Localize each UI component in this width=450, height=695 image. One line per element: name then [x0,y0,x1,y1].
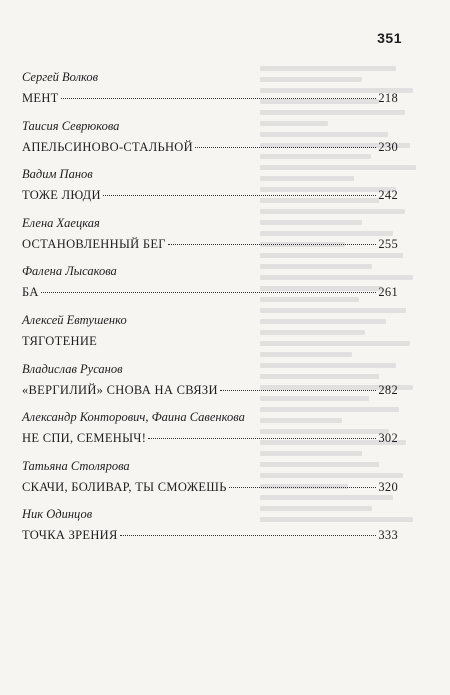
toc-page-number: 242 [378,188,398,203]
toc-entry [22,165,398,214]
toc-entry [22,262,398,311]
page-number: 351 [377,30,402,46]
toc-entry [22,505,398,554]
toc-entry [22,117,398,166]
toc-page-number: 333 [378,528,398,543]
toc-author: Татьяна Столярова [22,458,130,473]
dot-leader [220,390,377,391]
dot-leader [168,244,377,245]
toc-title: ТОЖЕ ЛЮДИ [22,188,101,203]
toc-title-line [22,91,398,106]
dot-leader [103,195,377,196]
toc-page-number: 282 [378,382,398,397]
toc-title: АПЕЛЬСИНОВО-СТАЛЬНОЙ [22,139,193,154]
toc-entry [22,408,398,457]
toc-entry [22,311,398,360]
dot-leader [120,535,377,536]
toc-title: ОСТАНОВЛЕННЫЙ БЕГ [22,236,166,251]
toc-author: Владислав Русанов [22,361,123,376]
toc-author: Сергей Волков [22,70,99,84]
toc-title: ТОЧКА ЗРЕНИЯ [22,528,118,543]
toc-author: Елена Хаецкая [22,215,100,230]
toc-entry [22,457,398,506]
table-of-contents [22,68,398,554]
toc-author: Вадим Панов [22,167,93,182]
toc-entry [22,360,398,409]
toc-title-line [22,528,398,543]
toc-page-number: 261 [378,285,398,300]
toc-entry [22,68,398,117]
toc-page-number: 320 [378,479,398,494]
toc-page-number: 230 [378,139,398,154]
toc-title: «ВЕРГИЛИЙ» СНОВА НА СВЯЗИ [22,382,218,397]
toc-entry [22,214,398,263]
toc-title-line [22,285,398,300]
toc-title: СКАЧИ, БОЛИВАР, ТЫ СМОЖЕШЬ [22,479,227,494]
dot-leader [61,98,377,99]
dot-leader [41,292,377,293]
toc-title-line [22,480,398,495]
toc-title: ТЯГОТЕНИЕ [22,333,98,348]
toc-title: БА [22,285,39,300]
toc-title-line [22,431,398,446]
toc-author: Таисия Севрюкова [22,118,120,133]
toc-page-number: 302 [378,431,398,446]
toc-page-number: 255 [378,236,398,251]
toc-title-line [22,383,398,398]
toc-page-number: 218 [378,91,398,105]
toc-title-line [22,237,398,252]
toc-title-line [22,334,398,349]
dot-leader [229,487,377,488]
dot-leader [148,438,376,439]
toc-title-line [22,188,398,203]
toc-title-line [22,140,398,155]
toc-author: Алексей Евтушенко [22,312,127,327]
toc-author: Фалена Лысакова [22,264,117,279]
dot-leader [195,147,376,148]
toc-title: НЕ СПИ, СЕМЕНЫЧ! [22,431,147,446]
toc-author: Александр Конторович, Фаина Савенкова [22,410,245,425]
toc-title: МЕНТ [22,91,59,105]
toc-author: Ник Одинцов [22,507,93,522]
